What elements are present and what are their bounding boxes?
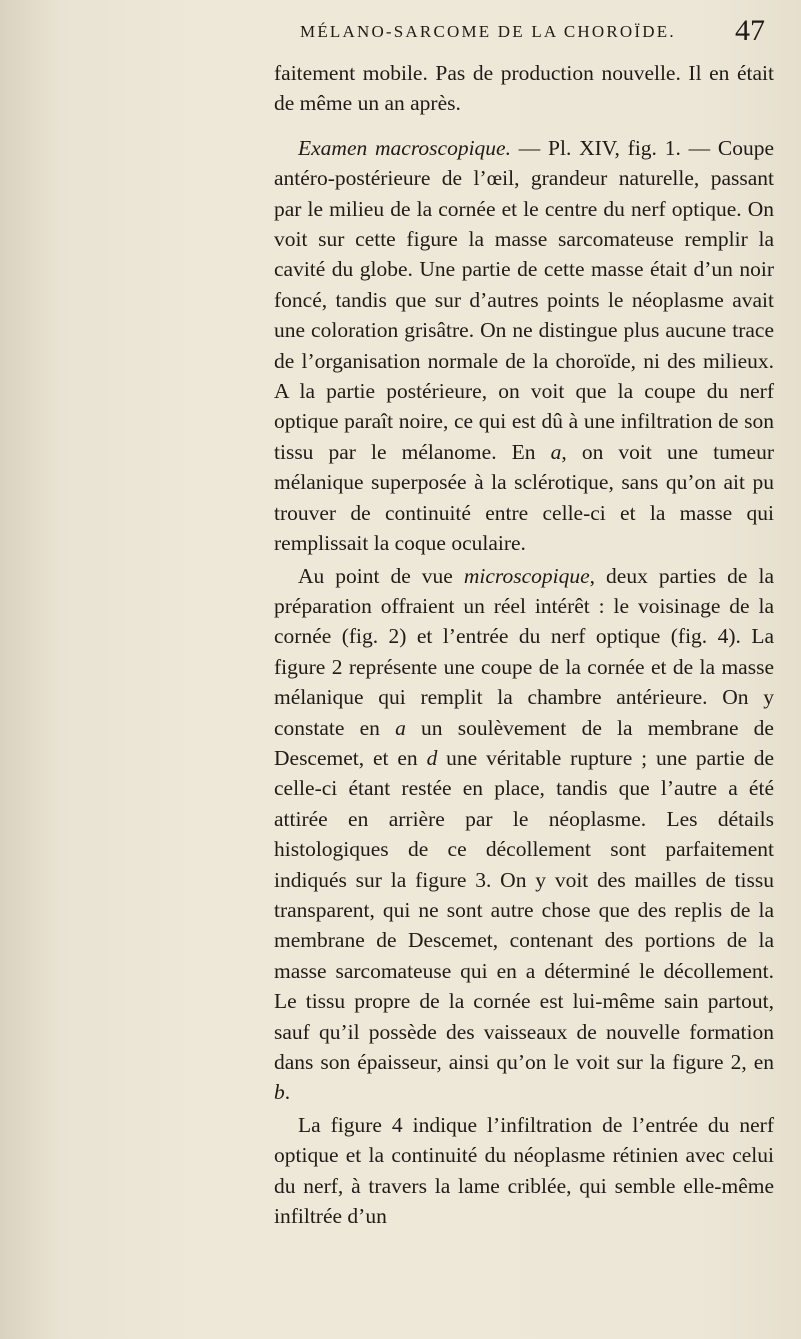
italic-segment: a: [395, 715, 406, 740]
italic-segment: a: [550, 439, 562, 464]
paragraph-0: [274, 58, 774, 119]
text-segment: — Pl. XIV, fig. 1. — Coupe antéro-postérieure de l’œil, grandeur naturelle, passant par le milieu de la cornée et le centre du nerf optique. On voit sur cette figure la masse sarcomateuse remplir la cavité du globe. Une partie de cette masse était d’un noir foncé, tandis que sur d’autres points le néoplasme avait une coloration grisâtre. On ne distingue plus aucune trace de l’organisation normale de la choroïde, ni des milieux. A la partie postérieure, on voit que la coupe du nerf optique paraît noire, ce qui est dû à une infiltration de son tissu par le mélanome. En: [274, 135, 775, 464]
text-segment: Au point de vue: [298, 563, 464, 588]
italic-segment: Examen macroscopique.: [298, 135, 511, 160]
paragraph-2: [274, 561, 774, 1108]
body-text: [274, 58, 774, 1231]
text-segment: faitement mobile. Pas de production nouvelle. Il en était de même un an après.: [274, 61, 774, 116]
italic-segment: b: [274, 1080, 285, 1105]
paragraph-3: [274, 1110, 774, 1232]
text-segment: , on voit une tumeur mélanique superposée à la sclérotique, sans qu’on ait pu trouver de continuité entre celle-ci et la masse qui remplissait la coque oculaire.: [274, 439, 774, 556]
italic-segment: microscopique: [463, 563, 590, 588]
text-segment: , deux parties de la préparation offraient un réel intérêt : le voisinage de la cornée (fig. 2) et l’entrée du nerf optique (fig. 4). La figure 2 représente une coupe de la cornée et de la masse mélanique qui remplit la chambre antérieure. On y constate en: [274, 563, 774, 740]
text-segment: un soulèvement de la membrane de Descemet, et en: [274, 715, 774, 770]
page-number: 47: [735, 14, 765, 47]
text-segment: La figure 4 indique l’infiltration de l’entrée du nerf optique et la continuité du néoplasme rétinien avec celui du nerf, à travers la lame criblée, qui semble elle-même infiltrée d’un: [274, 1112, 774, 1229]
italic-segment: d: [426, 745, 438, 770]
paragraph-1: [274, 133, 774, 559]
running-title: MÉLANO-SARCOME DE LA CHOROÏDE.: [300, 22, 676, 41]
text-segment: .: [284, 1080, 291, 1105]
text-segment: une véritable rupture ; une partie de celle-ci étant restée en place, tandis que l’autre a été attirée en arrière par le néoplasme. Les détails histologiques de ce décollement sont parfaitement indiqués sur la figure 3. On y voit des mailles de tissu transparent, qui ne sont autre chose que des replis de la membrane de Descemet, contenant des portions de la masse sarcomateuse qui en a déterminé le décollement. Le tissu propre de la cornée est lui-même sain partout, sauf qu’il possède des vaisseaux de nouvelle formation dans son épaisseur, ainsi qu’on le voit sur la figure 2, en: [274, 745, 774, 1074]
page-header: [0, 0, 801, 60]
